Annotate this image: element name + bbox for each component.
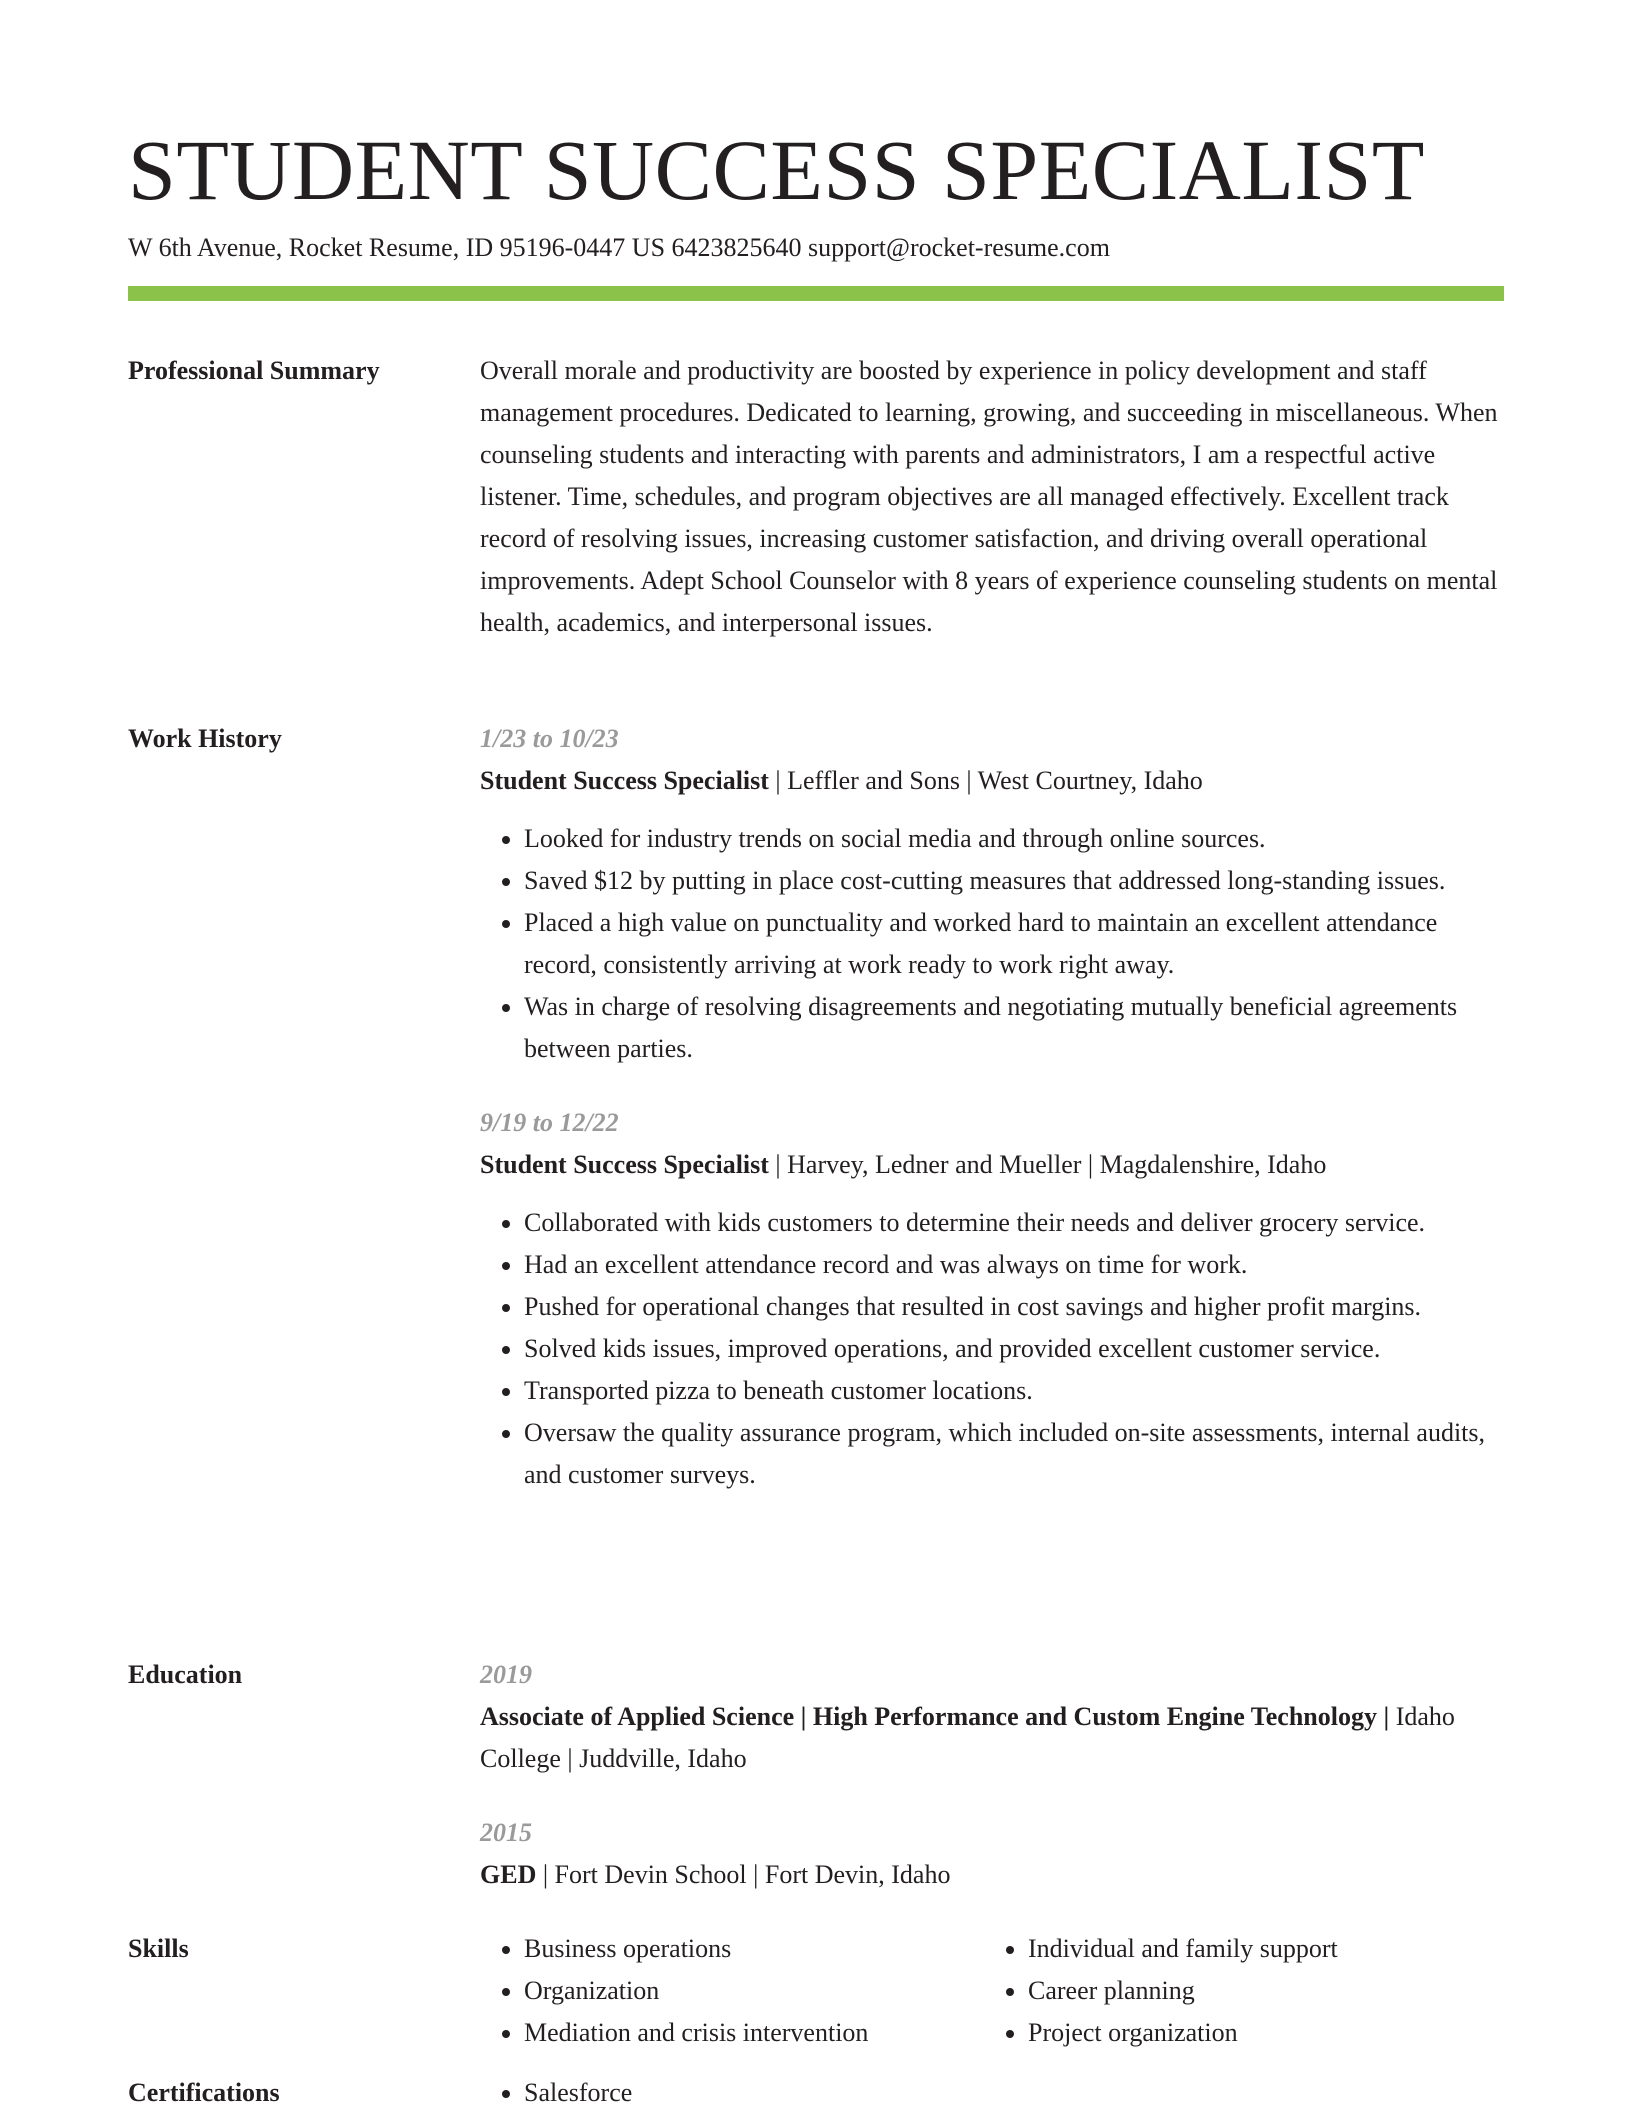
job-role: Student Success Specialist (480, 766, 769, 795)
skills-body (480, 1928, 1504, 2054)
list-item: • Salesforce (524, 2072, 1504, 2114)
list-item: • Project organization (1028, 2012, 1488, 2054)
job-dates: 1/23 to 10/23 (480, 724, 619, 753)
job-entry (480, 1102, 1504, 1496)
job-role: Student Success Specialist (480, 1150, 769, 1179)
job-bullets (480, 818, 1504, 1070)
education-entry (480, 1654, 1504, 1780)
education-year: 2019 (480, 1660, 532, 1689)
summary-title: Professional Summary (128, 356, 380, 385)
certifications-list (480, 2072, 1504, 2114)
list-item: • Transported pizza to beneath customer locations. (524, 1370, 1504, 1412)
job-heading (480, 760, 1504, 802)
job-entry (480, 718, 1504, 1070)
education-year: 2015 (480, 1818, 532, 1847)
skills-grid (480, 1928, 1504, 2054)
summary-text: Overall morale and productivity are boosted by experience in policy development and staff management procedures. Dedicated to learning, growing, and succeeding in miscellaneous. When counseling students and interacting with parents and administrators, I am a respectful active listener. Time, schedules, and program objectives are all managed effectively. Excellent track record of resolving issues, increasing customer satisfaction, and driving overall operational improvements. Adept School Counselor with 8 years of experience counseling students on mental health, academics, and interpersonal issues. (480, 356, 1498, 637)
certifications-body (480, 2072, 1504, 2114)
job-details: | Harvey, Ledner and Mueller | Magdalenshire, Idaho (768, 1150, 1327, 1179)
list-item: • Saved $12 by putting in place cost-cutting measures that addressed long-standing issues. (524, 860, 1504, 902)
education-heading (480, 1696, 1504, 1780)
contact-line: W 6th Avenue, Rocket Resume, ID 95196-0447 US 6423825640 support@rocket-resume.com (128, 233, 1110, 262)
education-entry (480, 1812, 1504, 1896)
education-heading (480, 1854, 1504, 1896)
skills-column-right (984, 1928, 1488, 2054)
list-item: • Career planning (1028, 1970, 1488, 2012)
work-history-title: Work History (128, 724, 282, 753)
skills-title: Skills (128, 1934, 189, 1963)
list-item: • Had an excellent attendance record and was always on time for work. (524, 1244, 1504, 1286)
certifications-title: Certifications (128, 2078, 280, 2107)
list-item: • Pushed for operational changes that resulted in cost savings and higher profit margins. (524, 1286, 1504, 1328)
list-item: • Placed a high value on punctuality and worked hard to maintain an excellent attendance record, consistently arriving at work ready to work right away. (524, 902, 1504, 986)
list-item: • Looked for industry trends on social media and through online sources. (524, 818, 1504, 860)
education-title: Education (128, 1660, 243, 1689)
list-item: • Solved kids issues, improved operations, and provided excellent customer service. (524, 1328, 1504, 1370)
list-item: • Oversaw the quality assurance program, which included on-site assessments, internal audits, and customer surveys. (524, 1412, 1504, 1496)
education-degree: Associate of Applied Science | High Performance and Custom Engine Technology | (480, 1702, 1390, 1731)
resume-name: STUDENT SUCCESS SPECIALIST (128, 122, 1425, 218)
education-details: | Fort Devin School | Fort Devin, Idaho (536, 1860, 951, 1889)
list-item: • Collaborated with kids customers to determine their needs and deliver grocery service. (524, 1202, 1504, 1244)
list-item: • Mediation and crisis intervention (524, 2012, 984, 2054)
header-divider (128, 286, 1504, 301)
job-bullets (480, 1202, 1504, 1496)
education-details: Idaho College | Juddville, Idaho (480, 1702, 1455, 1773)
skills-column-left (480, 1928, 984, 2054)
list-item: • Business operations (524, 1928, 984, 1970)
list-item: • Was in charge of resolving disagreements and negotiating mutually beneficial agreements between parties. (524, 986, 1504, 1070)
education-body (480, 1654, 1504, 1896)
work-history-body (480, 718, 1504, 1496)
job-dates: 9/19 to 12/22 (480, 1108, 619, 1137)
job-heading (480, 1144, 1504, 1186)
list-item: • Organization (524, 1970, 984, 2012)
list-item: • Individual and family support (1028, 1928, 1488, 1970)
job-details: | Leffler and Sons | West Courtney, Idaho (768, 766, 1203, 795)
education-degree: GED (480, 1860, 537, 1889)
